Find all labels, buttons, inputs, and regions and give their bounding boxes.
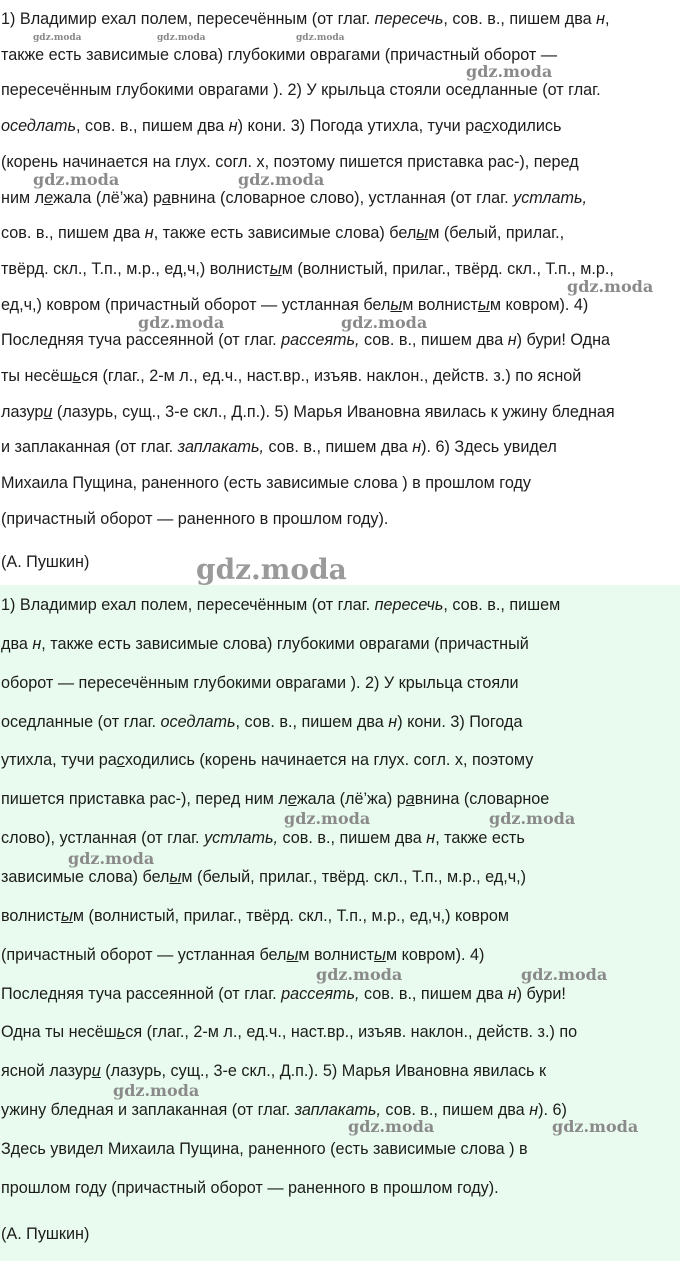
text-line: [1, 904, 509, 928]
text-segment: утихла, тучи ра: [1, 751, 117, 770]
underlined-letter: ы: [374, 945, 386, 964]
text-segment: лазур: [1, 402, 44, 421]
underlined-letter: ы: [416, 224, 429, 243]
text-line: [1, 1176, 499, 1200]
underlined-letter: и: [43, 402, 53, 421]
text-segment: ,: [605, 10, 610, 28]
text-segment: , сов. в., пишем два: [443, 10, 597, 28]
underlined-letter: а: [162, 188, 172, 207]
watermark: gdz.moda: [296, 33, 345, 43]
text-segment: и заплаканная (от глаг.: [1, 438, 178, 457]
watermark: gdz.moda: [284, 809, 371, 828]
text-segment: 1) Владимир ехал полем, пересечённым (от глаг.: [1, 10, 375, 28]
text-segment: , также есть зависимые слова) бел: [153, 224, 417, 243]
text-line: [1, 865, 526, 889]
text-segment: сов. в., пишем два: [1, 224, 145, 243]
italic-term: рассеять,: [281, 984, 360, 1003]
text-segment: пересечённым глубокими оврагами ). 2) У крыльца стояли оседланные (от глаг.: [1, 81, 601, 100]
italic-term: н: [426, 829, 436, 848]
text-segment: ходились (корень начинается на глух. согл. х, поэтому: [124, 751, 534, 770]
text-line: [1, 186, 587, 210]
text-segment: два: [1, 634, 33, 653]
text-segment: Последняя туча рассеянной (от глаг.: [1, 984, 282, 1003]
watermark: gdz.moda: [33, 33, 82, 43]
text-segment: жала (лё’жа) р: [53, 188, 163, 207]
text-segment: , также есть зависимые слова) глубокими оврагами (причастный: [41, 634, 529, 653]
text-line: [1, 1222, 89, 1246]
italic-term: пересечь: [374, 596, 444, 614]
text-line: [1, 826, 525, 850]
italic-term: рассеять,: [281, 331, 360, 350]
italic-term: н: [388, 712, 398, 731]
text-segment: , также есть: [435, 829, 525, 848]
text-segment: сов. в., пишем два: [359, 984, 508, 1003]
underlined-letter: ы: [286, 945, 299, 964]
text-segment: сов. в., пишем два: [380, 1101, 530, 1120]
text-segment: ). 6): [538, 1101, 567, 1120]
watermark: gdz.moda: [521, 965, 608, 984]
watermark: gdz.moda: [196, 553, 347, 586]
text-line: [1, 7, 610, 31]
text-segment: , сов. в., пишем два: [76, 117, 229, 136]
text-segment: жала (лё’жа) р: [296, 790, 406, 809]
answer-block-highlighted: [0, 585, 680, 1261]
text-segment: сов. в., пишем два: [263, 438, 413, 457]
text-segment: (А. Пушкин): [1, 1224, 90, 1243]
italic-term: н: [144, 224, 154, 243]
text-segment: ). 6) Здесь увидел: [421, 438, 557, 457]
italic-term: н: [529, 1101, 539, 1120]
text-segment: ним л: [1, 188, 45, 207]
underlined-letter: с: [116, 751, 125, 770]
text-line: [1, 550, 89, 574]
text-line: [1, 671, 519, 695]
text-line: [1, 507, 388, 531]
italic-term: устлать,: [513, 188, 588, 207]
text-segment: м волнист: [298, 945, 375, 964]
text-line: [1, 114, 561, 138]
text-line: [1, 364, 581, 388]
text-segment: сов. в., пишем два: [278, 829, 427, 848]
text-segment: ) бури! Одна: [516, 331, 611, 350]
text-segment: (причастный оборот — раненного в прошлом году).: [1, 509, 389, 528]
text-segment: сов. в., пишем два: [359, 331, 508, 350]
text-segment: м (белый, прилаг.,: [428, 224, 565, 243]
text-line: [1, 748, 533, 772]
text-line: [1, 328, 610, 352]
underlined-letter: ь: [72, 367, 82, 385]
text-segment: Здесь увидел Михаила Пущина, раненного (есть зависимые слова ) в: [1, 1139, 528, 1158]
text-segment: внина (словарное: [414, 790, 550, 809]
underlined-letter: и: [91, 1062, 101, 1081]
italic-term: заплакать,: [294, 1101, 381, 1120]
text-segment: ед,ч,) ковром (причастный оборот — устланная бел: [1, 295, 391, 314]
watermark: gdz.moda: [489, 809, 576, 828]
underlined-letter: с: [483, 117, 492, 136]
text-segment: Михаила Пущина, раненного (есть зависимые слова ) в прошлом году: [1, 474, 532, 493]
text-segment: , сов. в., пишем: [443, 596, 561, 614]
underlined-letter: ы: [61, 906, 73, 925]
text-line: [1, 1059, 546, 1083]
text-line: [1, 632, 529, 656]
text-segment: оседланные (от глаг.: [1, 712, 161, 731]
italic-term: н: [507, 984, 517, 1003]
italic-term: пересечь: [374, 10, 444, 28]
text-segment: ) кони. 3) Погода утихла, тучи ра: [237, 117, 484, 136]
italic-term: оседлать: [160, 712, 236, 731]
underlined-letter: е: [287, 790, 297, 809]
text-line: [1, 400, 615, 424]
text-segment: прошлом году (причастный оборот — раненного в прошлом году).: [1, 1178, 499, 1197]
italic-term: н: [507, 331, 517, 350]
text-segment: ся (глаг., 2-м л., ед.ч., наст.вр., изъяв. наклон., действ. з.) по: [125, 1023, 578, 1042]
italic-term: оседлать: [1, 117, 76, 136]
watermark: gdz.moda: [567, 277, 654, 296]
text-line: [1, 1137, 528, 1161]
italic-term: заплакать,: [177, 438, 264, 457]
text-line: [1, 982, 566, 1006]
italic-term: н: [596, 10, 606, 28]
watermark: gdz.moda: [316, 965, 403, 984]
text-segment: волнист: [1, 906, 61, 925]
text-segment: пишется приставка рас-), перед ним л: [1, 790, 288, 809]
text-segment: м (волнистый, прилаг., твёрд. скл., Т.п., м.р.,: [281, 259, 614, 278]
text-segment: ся (глаг., 2-м л., ед.ч., наст.вр., изъяв. наклон., действ. з.) по ясной: [81, 367, 582, 385]
watermark: gdz.moda: [113, 1081, 200, 1100]
watermark: gdz.moda: [466, 62, 553, 81]
text-segment: 1) Владимир ехал полем, пересечённым (от глаг.: [1, 596, 375, 614]
watermark: gdz.moda: [33, 170, 120, 189]
text-line: [1, 471, 531, 495]
text-line: [1, 257, 614, 281]
text-segment: м (волнистый, прилаг., твёрд. скл., Т.п., м.р., ед,ч,) ковром: [72, 906, 510, 925]
watermark: gdz.moda: [552, 1117, 639, 1136]
watermark: gdz.moda: [138, 313, 225, 332]
text-segment: м (белый, прилаг., твёрд. скл., Т.п., м.р., ед,ч,): [181, 867, 527, 886]
text-segment: ) бури!: [516, 984, 566, 1003]
text-segment: твёрд. скл., Т.п., м.р., ед,ч,) волнист: [1, 259, 270, 278]
text-segment: ) кони. 3) Погода: [397, 712, 523, 731]
text-segment: (причастный оборот — устланная бел: [1, 945, 287, 964]
text-segment: ходились: [491, 117, 562, 136]
underlined-letter: ы: [169, 867, 182, 886]
watermark: gdz.moda: [348, 1117, 435, 1136]
watermark: gdz.moda: [68, 849, 155, 868]
text-line: [1, 1020, 577, 1044]
text-segment: ужину бледная и заплаканная (от глаг.: [1, 1101, 295, 1120]
underlined-letter: ь: [116, 1023, 126, 1042]
text-segment: м ковром). 4): [385, 945, 485, 964]
text-segment: внина (словарное слово), устланная (от глаг.: [171, 188, 514, 207]
italic-term: н: [228, 117, 238, 136]
underlined-letter: ы: [390, 295, 403, 314]
underlined-letter: ы: [477, 295, 490, 314]
text-segment: ты несёш: [1, 367, 73, 385]
watermark: gdz.moda: [157, 33, 206, 43]
text-line: [1, 1098, 567, 1122]
text-line: [1, 221, 564, 245]
text-segment: слово), устланная (от глаг.: [1, 829, 205, 848]
italic-term: н: [412, 438, 422, 457]
text-line: [1, 293, 588, 317]
text-segment: (корень начинается на глух. согл. х, поэтому пишется приставка рас-), перед: [1, 152, 579, 171]
watermark: gdz.moda: [238, 170, 325, 189]
text-segment: (лазурь, сущ., 3-е скл., Д.п.). 5) Марья Ивановна явилась к ужину бледная: [52, 402, 615, 421]
text-line: [1, 78, 601, 102]
text-segment: ясной лазур: [1, 1062, 92, 1081]
underlined-letter: е: [44, 188, 54, 207]
text-line: [1, 943, 484, 967]
text-line: [1, 593, 560, 617]
text-segment: м волнист: [402, 295, 478, 314]
text-segment: зависимые слова) бел: [1, 867, 170, 886]
text-segment: (А. Пушкин): [1, 552, 90, 571]
text-segment: оборот — пересечённым глубокими оврагами ). 2) У крыльца стояли: [1, 673, 519, 692]
italic-term: устлать,: [204, 829, 279, 848]
underlined-letter: а: [405, 790, 415, 809]
text-line: [1, 710, 523, 734]
text-segment: , сов. в., пишем два: [235, 712, 389, 731]
text-segment: также есть зависимые слова) глубокими оврагами (причастный оборот —: [1, 45, 558, 64]
text-line: [1, 787, 549, 811]
text-segment: Последняя туча рассеянной (от глаг.: [1, 331, 282, 350]
italic-term: н: [32, 634, 42, 653]
text-segment: (лазурь, сущ., 3-е скл., Д.п.). 5) Марья Ивановна явилась к: [100, 1062, 547, 1081]
underlined-letter: ы: [269, 259, 282, 278]
text-line: [1, 435, 557, 459]
text-segment: Одна ты несёш: [1, 1023, 117, 1042]
watermark: gdz.moda: [341, 313, 428, 332]
text-segment: м ковром). 4): [489, 295, 589, 314]
